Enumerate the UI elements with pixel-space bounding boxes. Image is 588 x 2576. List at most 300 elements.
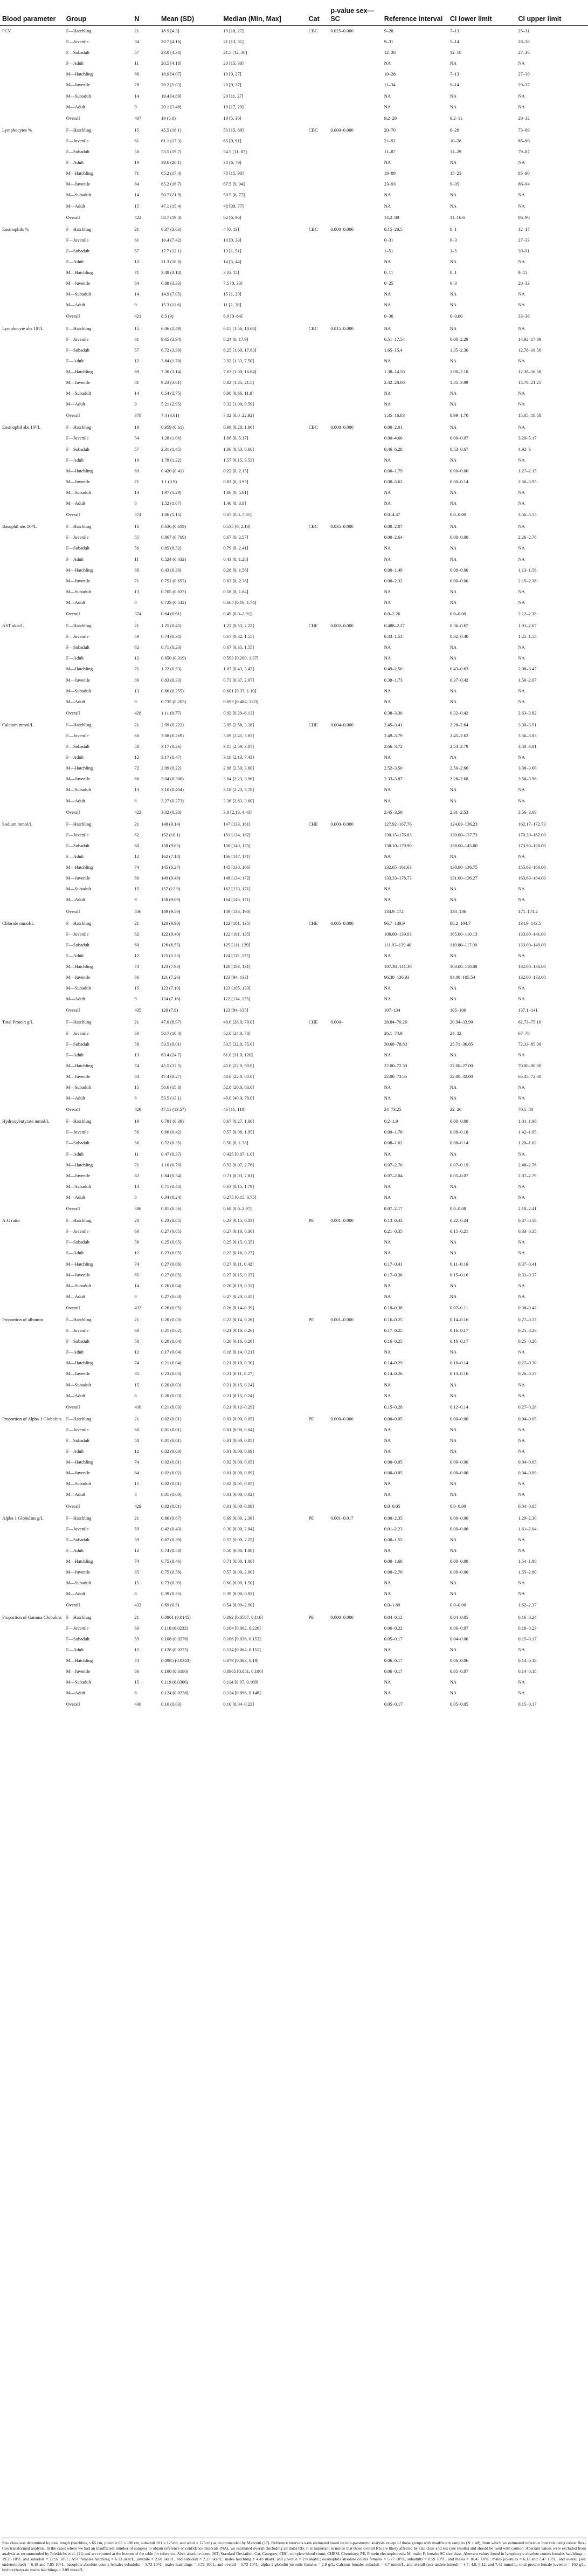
category-cell (307, 786, 329, 796)
ci-upper-cell: 173.90–180.00 (518, 842, 546, 848)
blood-parameter-cell (0, 357, 64, 368)
n-cell: 21 (134, 821, 139, 827)
mean-sd-cell: 162 (7.14) (161, 854, 181, 860)
mean-sd-cell: 0.02 (0.01) (161, 1503, 182, 1509)
reference-interval-cell: 0.04–0.12 (384, 1614, 403, 1620)
p-value-cell (328, 984, 382, 995)
mean-sd-cell: 7.30 (3.14) (161, 368, 182, 374)
ci-upper-cell: 132.00–136.00 (518, 963, 546, 969)
mean-sd-cell: 6.88 (3.33) (161, 280, 182, 286)
ci-upper-cell: 0.18–0.23 (518, 1625, 537, 1631)
mean-sd-cell: 58.7 (19.4) (161, 214, 182, 220)
n-cell: 57 (134, 347, 139, 353)
ci-upper-cell: 0.04–0.05 (518, 1459, 537, 1465)
group-cell: M—Adult (66, 798, 86, 803)
ci-lower-cell: NA (449, 754, 457, 760)
mean-sd-cell: 0.959 (0.61) (161, 424, 184, 430)
ci-lower-cell: 94.00–105.54 (449, 974, 475, 980)
p-value-cell (328, 973, 382, 984)
mean-sd-cell: 0.110 (0.0232) (161, 1625, 189, 1631)
p-value-cell (328, 1678, 382, 1689)
table-row (0, 445, 588, 456)
table-row-overall (0, 907, 588, 918)
mean-sd-cell: 0.02 (0.02) (161, 1470, 182, 1476)
category-cell (307, 1260, 329, 1271)
reference-interval-cell: 0.00–0.05 (384, 1459, 403, 1465)
mean-sd-cell: 124 (7.16) (161, 996, 181, 1002)
p-value-cell (328, 952, 382, 963)
blood-parameter-cell (0, 1646, 64, 1657)
ci-upper-cell: NA (518, 1591, 525, 1597)
ci-upper-cell: NA (518, 588, 525, 594)
group-cell: F—Juvenile (66, 832, 89, 837)
blood-parameter-cell (0, 698, 64, 709)
p-value-cell (328, 312, 382, 323)
ci-upper-cell: NA (518, 1536, 525, 1542)
median-range-cell: 7.5 [0, 33] (223, 280, 243, 286)
ci-lower-cell: NA (449, 1239, 457, 1245)
mean-sd-cell: 15.3 (11.6) (161, 302, 182, 308)
ci-lower-cell: 2.50–2.66 (449, 765, 468, 771)
mean-sd-cell: 3.04 (0.306) (161, 776, 184, 782)
median-range-cell: 0.22 [0.14, 0.26] (223, 1316, 254, 1322)
mean-sd-cell: 65.2 (16.7) (161, 181, 182, 187)
blood-parameter-cell (0, 411, 64, 422)
n-cell: 8 (134, 1095, 137, 1101)
ci-upper-cell: 72.33–85.00 (518, 1041, 541, 1047)
reference-interval-cell: 2.52–3.50 (384, 765, 403, 771)
ci-upper-cell: NA (518, 457, 525, 463)
n-cell: 60 (134, 1228, 139, 1234)
ci-upper-cell: 39–51 (518, 248, 530, 253)
blood-parameter-cell (0, 588, 64, 599)
ci-lower-cell: 0.00–0.07 (449, 435, 468, 441)
median-range-cell: 0.601 [0.37, 1.10] (223, 688, 257, 693)
table-row (0, 1547, 588, 1557)
reference-interval-cell: NA (384, 698, 391, 704)
group-cell: M—Subadult (66, 588, 91, 594)
ci-upper-cell: 1.61–2.04 (518, 1526, 537, 1531)
p-value-cell (328, 588, 382, 599)
ci-upper-cell: NA (518, 1690, 525, 1696)
ci-upper-cell: NA (518, 854, 525, 860)
group-cell: F—Adult (66, 60, 84, 66)
blood-parameter-cell (0, 137, 64, 148)
header-median-min-max: Median (Min, Max] (221, 0, 306, 26)
ci-lower-cell: NA (449, 1580, 457, 1586)
category-cell: CHE (308, 1019, 318, 1025)
mean-sd-cell: 3.10 (0.404) (161, 787, 184, 793)
group-cell: F—Hatchling (66, 1019, 92, 1025)
table-row (0, 489, 588, 499)
n-cell: 69 (134, 468, 139, 473)
category-cell (307, 941, 329, 952)
category-cell (307, 1370, 329, 1380)
blood-parameter-cell (0, 1282, 64, 1293)
n-cell: 13 (134, 688, 139, 693)
p-value-cell (328, 114, 382, 125)
ci-lower-cell: NA (449, 1250, 457, 1256)
p-value-cell (328, 180, 382, 191)
mean-sd-cell: 3.48 (3.14) (161, 270, 182, 276)
p-value-cell (328, 1600, 382, 1612)
ci-lower-cell: 8–29 (449, 127, 459, 133)
mean-sd-cell: 123 (7.10) (161, 985, 181, 991)
median-range-cell: 0.50 [0.00, 1.80] (223, 1547, 254, 1553)
median-range-cell: 20 [9, 37] (223, 82, 241, 88)
ci-lower-cell: 0.99–1.70 (449, 413, 468, 418)
group-cell: F—Juvenile (66, 237, 89, 243)
p-value-cell (328, 1303, 382, 1315)
table-row (0, 1490, 588, 1501)
group-cell: M—Juvenile (66, 974, 91, 980)
ci-lower-cell: 0–1 (449, 226, 457, 232)
mean-sd-cell: 0.66 (0.42) (161, 1129, 182, 1135)
mean-sd-cell: 158 (9.09) (161, 897, 181, 903)
ci-lower-cell: 9–35 (449, 181, 459, 187)
mean-sd-cell: 0.83 (0.33) (161, 677, 182, 683)
ci-upper-cell: 170.30–182.00 (518, 832, 546, 837)
median-range-cell: 6.0 [0–64] (223, 313, 243, 319)
n-cell: 12 (134, 258, 139, 264)
mean-sd-cell: 0.420 (0.41) (161, 468, 184, 473)
table-row (0, 1172, 588, 1183)
blood-parameter-cell (0, 1105, 64, 1116)
ci-lower-cell: 0.14–0.16 (449, 1316, 468, 1322)
ci-lower-cell: NA (449, 1448, 457, 1454)
median-range-cell: 0.02 [0.00, 0.05] (223, 1459, 254, 1465)
blood-parameter-cell (0, 1227, 64, 1238)
median-range-cell: 3.0 [2.13, 4.43] (223, 809, 252, 815)
ci-lower-cell: NA (449, 1536, 457, 1542)
ci-upper-cell: NA (518, 160, 525, 166)
group-cell: M—Subadult (66, 192, 91, 198)
group-cell: F—Juvenile (66, 1328, 89, 1334)
category-cell (307, 709, 329, 720)
category-cell (307, 1172, 329, 1183)
mean-sd-cell: 3.17 (0.26) (161, 744, 182, 750)
blood-parameter-cell: Lymphocyte abs 10³/L (2, 325, 44, 331)
n-cell: 58 (134, 1338, 139, 1344)
p-value-cell (328, 907, 382, 918)
reference-interval-cell: 0.21–0.35 (384, 1228, 403, 1234)
group-cell: F—Subadult (66, 1140, 90, 1146)
mean-sd-cell: 149 (9.59) (161, 908, 181, 914)
p-value-cell (328, 379, 382, 389)
blood-parameter-cell (0, 1392, 64, 1403)
reference-interval-cell: 1.38–14.50 (384, 368, 405, 374)
group-cell: M—Juvenile (66, 478, 91, 484)
ci-lower-cell: 8.2–11 (449, 115, 462, 121)
category-cell (307, 236, 329, 247)
group-cell: M—Adult (66, 897, 86, 903)
mean-sd-cell: 0.636 (0.619) (161, 524, 186, 530)
p-value-cell (328, 478, 382, 489)
median-range-cell: 0.425 [0.07, 1.0] (223, 1151, 254, 1157)
reference-interval-cell: NA (384, 886, 391, 892)
mean-sd-cell: 1.1 (0.9) (161, 478, 177, 484)
reference-interval-cell: 6.51–17.54 (384, 336, 405, 342)
blood-parameter-cell (0, 202, 64, 213)
table-row (0, 1426, 588, 1437)
table-row (0, 1370, 588, 1380)
median-range-cell: 0.22 [0, 2.15] (223, 468, 248, 473)
category-cell (307, 1624, 329, 1635)
reference-interval-cell: 0.33–1.53 (384, 634, 403, 640)
ci-lower-cell: 0.05–0.05 (449, 1701, 468, 1707)
ci-lower-cell: 1.35–2.30 (449, 347, 468, 353)
median-range-cell: 0.79 [0, 2.41] (223, 545, 248, 551)
ci-lower-cell: NA (449, 1095, 457, 1101)
median-range-cell: 0.21 [0.12–0.29] (223, 1404, 254, 1410)
n-cell: 54 (134, 435, 139, 441)
mean-sd-cell: 50.6 (15.8) (161, 1084, 182, 1090)
reference-interval-cell: 0.00–2.35 (384, 1515, 403, 1521)
category-cell (307, 676, 329, 687)
mean-sd-cell: 0.27 (0.04) (161, 1293, 182, 1299)
table-row (0, 1193, 588, 1204)
n-cell: 21 (134, 226, 139, 232)
n-cell: 13 (134, 787, 139, 793)
mean-sd-cell: 0.21 (0.04) (161, 1360, 182, 1366)
category-cell: CBC (308, 325, 318, 331)
blood-parameter-cell (0, 732, 64, 743)
group-cell: M—Juvenile (66, 380, 91, 385)
n-cell: 422 (134, 214, 142, 220)
n-cell: 56 (134, 1140, 139, 1146)
median-range-cell: 0.92 [0.20–6.13] (223, 710, 254, 716)
category-cell (307, 797, 329, 808)
reference-interval-cell: 2.33–3.87 (384, 776, 403, 782)
p-value-cell (328, 1480, 382, 1490)
ci-upper-cell: NA (518, 1448, 525, 1454)
median-range-cell: 0.50 [0, 1.38] (223, 1140, 248, 1146)
n-cell: 82 (134, 1172, 139, 1178)
n-cell: 57 (134, 50, 139, 56)
median-range-cell: 0.67 [0.35, 1.55] (223, 644, 254, 650)
reference-interval-cell: 138.10–179.90 (384, 842, 412, 848)
group-cell: M—Juvenile (66, 677, 91, 683)
category-cell (307, 169, 329, 180)
reference-interval-cell: 0.18–0.38 (384, 1304, 403, 1310)
blood-parameter-cell (0, 1271, 64, 1282)
group-cell: M—Hatchling (66, 1360, 93, 1366)
mean-sd-cell: 0.751 (0.653) (161, 578, 186, 583)
table-row (0, 92, 588, 103)
ci-upper-cell: NA (518, 500, 525, 506)
ci-lower-cell: 0.00–0.00 (449, 1470, 468, 1476)
ci-upper-cell: NA (518, 787, 525, 793)
category-cell (307, 269, 329, 279)
median-range-cell: 0.67 [0.27, 1.00] (223, 1118, 254, 1124)
p-value-cell (328, 279, 382, 290)
n-cell: 60 (134, 1030, 139, 1036)
group-cell: Overall (66, 1206, 80, 1212)
group-cell: Overall (66, 214, 80, 220)
median-range-cell: 7.63 [1.00, 16.64] (223, 368, 257, 374)
category-cell (307, 1029, 329, 1040)
category-cell: PE (308, 1614, 314, 1620)
reference-interval-cell: NA (384, 1052, 391, 1057)
group-cell: M—Juvenile (66, 1470, 91, 1476)
mean-sd-cell: 50.7 (21.9) (161, 192, 182, 198)
ci-upper-cell: NA (518, 996, 525, 1002)
mean-sd-cell: 6.54 (3.75) (161, 390, 182, 396)
category-cell (307, 654, 329, 665)
table-row (0, 1215, 588, 1227)
mean-sd-cell: 158 (9.65) (161, 842, 181, 848)
table-row (0, 984, 588, 995)
table-row (0, 732, 588, 743)
blood-parameter-cell (0, 952, 64, 963)
blood-parameter-cell (0, 775, 64, 786)
p-value-cell (328, 1161, 382, 1172)
blood-parameter-cell (0, 1403, 64, 1414)
category-cell (307, 70, 329, 81)
group-cell: M—Subadult (66, 1679, 91, 1685)
reference-interval-cell: 23–93 (384, 181, 396, 187)
reference-interval-cell: 2.42–20.00 (384, 380, 405, 385)
n-cell: 432 (134, 1602, 142, 1608)
table-row (0, 1337, 588, 1348)
table-row (0, 874, 588, 885)
mean-sd-cell: 3.84 (1.70) (161, 358, 182, 363)
median-range-cell: 0.124 [0.064, 0.151] (223, 1646, 261, 1652)
n-cell: 72 (134, 765, 139, 771)
p-value-cell (328, 1359, 382, 1370)
ci-lower-cell: 2.45–2.62 (449, 733, 468, 738)
category-cell (307, 1700, 329, 1711)
group-cell: M—Hatchling (66, 170, 93, 176)
group-cell: F—Juvenile (66, 138, 89, 143)
n-cell: 74 (134, 1261, 139, 1267)
table-row (0, 1392, 588, 1403)
category-cell (307, 1040, 329, 1051)
ci-upper-cell: NA (518, 1481, 525, 1487)
category-cell (307, 346, 329, 357)
reference-interval-cell: NA (384, 655, 391, 661)
p-value-cell (328, 709, 382, 720)
reference-interval-cell: NA (384, 985, 391, 991)
blood-parameter-cell (0, 1083, 64, 1094)
mean-sd-cell: 0.650 (0.319) (161, 655, 186, 661)
group-cell: F—Subadult (66, 149, 90, 155)
n-cell: 11 (134, 60, 139, 66)
blood-parameter-cell (0, 467, 64, 478)
reference-interval-cell: NA (384, 325, 391, 331)
group-cell: Overall (66, 313, 80, 319)
mean-sd-cell: 0.26 (0.05) (161, 1304, 182, 1310)
group-cell: M—Adult (66, 698, 86, 704)
p-value-cell (328, 1006, 382, 1017)
p-value-cell (328, 1490, 382, 1501)
ci-lower-cell: 131.00–136.27 (449, 875, 478, 881)
category-cell (307, 478, 329, 489)
blood-parameter-cell (0, 213, 64, 224)
median-range-cell: 15 [1, 29] (223, 291, 241, 297)
n-cell: 19 (134, 160, 139, 166)
n-cell: 14 (134, 192, 139, 198)
mean-sd-cell: 0.0961 (0.0145) (161, 1614, 191, 1620)
mean-sd-cell: 9.23 (3.61) (161, 380, 182, 385)
reference-interval-cell: NA (384, 1591, 391, 1597)
ci-lower-cell: NA (449, 1591, 457, 1597)
mean-sd-cell: 0.20 (0.03) (161, 1382, 182, 1387)
ci-lower-cell: NA (449, 1183, 457, 1189)
mean-sd-cell: 3.27 (0.273) (161, 798, 184, 803)
category-cell (307, 1062, 329, 1073)
n-cell: 15 (134, 985, 139, 991)
group-cell: F—Hatchling (66, 722, 92, 727)
n-cell: 74 (134, 1558, 139, 1564)
group-cell: F—Subadult (66, 1041, 90, 1047)
group-cell: M—Hatchling (66, 765, 93, 771)
group-cell: F—Adult (66, 1547, 84, 1553)
n-cell: 71 (134, 170, 139, 176)
table-row (0, 224, 588, 236)
reference-interval-cell: 0.00–2.01 (384, 424, 403, 430)
table-row-overall (0, 609, 588, 621)
n-cell: 9 (134, 302, 137, 308)
p-value-cell (328, 808, 382, 819)
median-range-cell: 49.0 [28.0, 70.0] (223, 1019, 254, 1025)
p-value-cell (328, 389, 382, 400)
table-row-overall (0, 1204, 588, 1215)
table-row (0, 654, 588, 665)
p-value-cell (328, 1536, 382, 1547)
blood-parameter-cell (0, 1635, 64, 1646)
p-value-cell (328, 169, 382, 180)
group-cell: F—Adult (66, 457, 84, 463)
table-row-overall (0, 312, 588, 323)
median-range-cell: 19 [5, 36] (223, 115, 241, 121)
mean-sd-cell: 0.02 (0.01) (161, 1459, 182, 1465)
ci-upper-cell: 1.62–2.37 (518, 1602, 537, 1608)
mean-sd-cell: 157 (12.9) (161, 886, 181, 892)
table-row (0, 26, 588, 38)
n-cell: 74 (134, 1657, 139, 1663)
p-value-cell: 0.005–0.000 (330, 920, 354, 926)
category-cell (307, 81, 329, 92)
category-cell (307, 1051, 329, 1062)
group-cell: F—Juvenile (66, 1228, 89, 1234)
category-cell (307, 114, 329, 125)
reference-interval-cell: 132.65–161.63 (384, 864, 412, 870)
mean-sd-cell: 53.5 (9.01) (161, 1041, 182, 1047)
category-cell (307, 566, 329, 577)
median-range-cell: 0.22 [0.16, 0.27] (223, 1250, 254, 1256)
ci-lower-cell: 12–18 (449, 50, 462, 56)
reference-interval-cell: NA (384, 1392, 391, 1398)
n-cell: 8 (134, 1492, 137, 1497)
p-value-cell: 0.001–0.000 (330, 1218, 354, 1224)
category-cell (307, 643, 329, 654)
median-range-cell: 3.15 [2.59, 3.87] (223, 744, 254, 750)
ci-upper-cell: 0.37–0.58 (518, 1218, 537, 1224)
ci-lower-cell: 24–32 (449, 1030, 462, 1036)
median-range-cell: 6.25 [1.60, 17.83] (223, 347, 257, 353)
table-row (0, 1327, 588, 1337)
ci-upper-cell: NA (518, 60, 525, 66)
group-cell: M—Subadult (66, 1183, 91, 1189)
p-value-cell (328, 853, 382, 863)
ci-upper-cell: NA (518, 1547, 525, 1553)
group-cell: M—Subadult (66, 787, 91, 793)
mean-sd-cell: 1.11 (0.77) (161, 710, 182, 716)
mean-sd-cell: 45.5 (12.5) (161, 1062, 182, 1068)
mean-sd-cell: 0.64 (0.61) (161, 610, 182, 616)
ci-upper-cell: NA (518, 754, 525, 760)
